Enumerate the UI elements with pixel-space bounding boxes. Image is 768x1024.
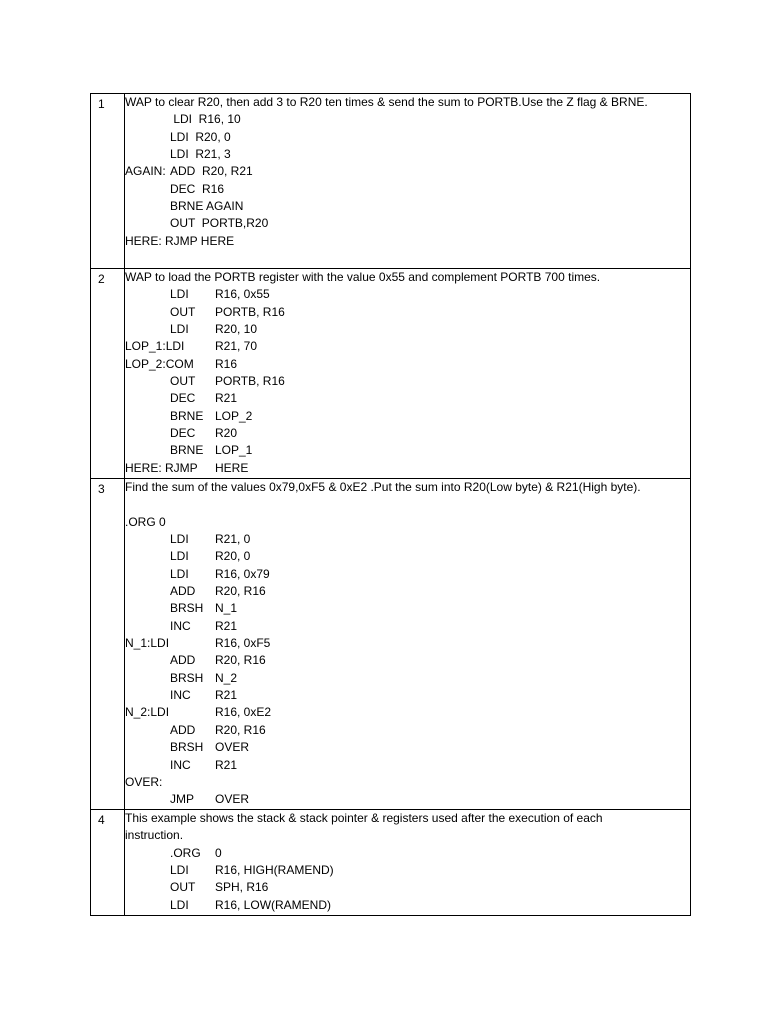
- line-operands: R21, 70: [215, 339, 258, 354]
- line-operands: R16, 0x79: [215, 566, 270, 581]
- line-opcode: DEC: [170, 391, 196, 406]
- code-line: [125, 390, 690, 407]
- line-operands: R16, HIGH(RAMEND): [215, 863, 334, 878]
- code-line: [125, 827, 690, 844]
- line-text: OVER:: [125, 774, 163, 789]
- line-opcode: LDI R21, 3: [170, 147, 231, 162]
- line-opcode: .ORG: [170, 845, 201, 860]
- line-label: N_2:LDI: [125, 705, 170, 720]
- code-line: [125, 548, 690, 565]
- line-opcode: BRSH: [170, 740, 204, 755]
- line-opcode: INC: [170, 618, 191, 633]
- line-operands: PORTB, R16: [215, 374, 285, 389]
- row-number-cell: [91, 269, 125, 479]
- line-opcode: LDI: [170, 532, 189, 547]
- code-line: [125, 757, 690, 774]
- row-number-cell: [91, 810, 125, 916]
- code-line: [125, 845, 690, 862]
- line-opcode: BRNE AGAIN: [170, 199, 244, 214]
- line-opcode: BRNE: [170, 443, 204, 458]
- code-line: [125, 635, 690, 652]
- line-operands: R16: [215, 356, 238, 371]
- code-line: [125, 442, 690, 459]
- line-operands: HERE: [215, 460, 249, 475]
- line-operands: R20, 0: [215, 549, 251, 564]
- line-opcode: LDI: [170, 287, 189, 302]
- line-operands: R20, 10: [215, 322, 258, 337]
- code-line: [125, 233, 690, 250]
- line-opcode: LDI: [170, 566, 189, 581]
- line-opcode: BRSH: [170, 670, 204, 685]
- line-operands: R16, 0x55: [215, 287, 270, 302]
- line-operands: R16, LOW(RAMEND): [215, 897, 332, 912]
- code-line: [125, 704, 690, 721]
- code-line: [125, 514, 690, 531]
- code-cell: [125, 269, 691, 479]
- code-line: [125, 356, 690, 373]
- line-operands: OVER: [215, 740, 250, 755]
- line-text: WAP to load the PORTB register with the value 0x55 and complement PORTB 700 times.: [125, 270, 601, 284]
- row-number-cell: [91, 479, 125, 810]
- code-line: [125, 791, 690, 808]
- code-cell: [125, 479, 691, 810]
- line-operands: LOP_1: [215, 443, 253, 458]
- line-operands: LOP_2: [215, 408, 253, 423]
- code-line: [125, 111, 690, 128]
- line-label: LOP_2:COM: [125, 356, 194, 371]
- code-line: [125, 373, 690, 390]
- code-line: [125, 146, 690, 163]
- code-line: [125, 670, 690, 687]
- line-opcode: LDI R16, 10: [170, 112, 241, 127]
- code-line: [125, 774, 690, 791]
- line-opcode: DEC R16: [170, 181, 225, 196]
- line-opcode: BRSH: [170, 601, 204, 616]
- line-text: .ORG 0: [125, 514, 166, 529]
- code-line: [125, 94, 690, 111]
- code-line: [125, 321, 690, 338]
- line-opcode: JMP: [170, 792, 194, 807]
- line-opcode: DEC: [170, 426, 196, 441]
- line-operands: R21: [215, 391, 238, 406]
- line-operands: SPH, R16: [215, 880, 269, 895]
- line-text: Find the sum of the values 0x79,0xF5 & 0xE2 .Put the sum into R20(Low byte) & R21(High byte).: [125, 480, 641, 494]
- line-opcode: ADD: [170, 584, 196, 599]
- line-opcode: ADD: [170, 653, 196, 668]
- code-line: [125, 425, 690, 442]
- code-cell: [125, 810, 691, 916]
- code-line: [125, 739, 690, 756]
- table-row: [91, 94, 691, 269]
- row-number: 1: [98, 97, 105, 111]
- examples-table: [90, 93, 691, 916]
- line-label: LOP_1:LDI: [125, 339, 185, 354]
- line-operands: R20, R16: [215, 653, 266, 668]
- code-line: [125, 862, 690, 879]
- line-label: N_1:LDI: [125, 636, 170, 651]
- line-operands: PORTB, R16: [215, 304, 285, 319]
- code-line: [125, 897, 690, 914]
- code-line: [125, 269, 690, 286]
- line-text: instruction.: [125, 828, 184, 843]
- line-operands: R20, R16: [215, 722, 266, 737]
- line-operands: R16, 0xF5: [215, 636, 271, 651]
- code-cell: [125, 94, 691, 269]
- code-line: [125, 338, 690, 355]
- line-operands: R21: [215, 618, 238, 633]
- code-line: [125, 181, 690, 198]
- line-operands: R20, R16: [215, 584, 266, 599]
- line-opcode: BRNE: [170, 408, 204, 423]
- code-line: [125, 304, 690, 321]
- code-line: [125, 722, 690, 739]
- code-line: [125, 286, 690, 303]
- code-line: [125, 129, 690, 146]
- code-line: [125, 198, 690, 215]
- line-operands: R21: [215, 688, 238, 703]
- line-opcode: LDI: [170, 322, 189, 337]
- line-opcode: ADD R20, R21: [170, 164, 253, 179]
- line-operands: 0: [215, 845, 222, 860]
- line-opcode: OUT PORTB,R20: [170, 216, 269, 231]
- line-operands: N_1: [215, 601, 238, 616]
- code-line: [125, 531, 690, 548]
- line-label: HERE: RJMP: [125, 460, 198, 475]
- code-line: [125, 215, 690, 232]
- line-text: HERE: RJMP HERE: [125, 233, 235, 248]
- line-opcode: OUT: [170, 880, 196, 895]
- code-line: [125, 408, 690, 425]
- line-operands: N_2: [215, 670, 238, 685]
- line-opcode: INC: [170, 757, 191, 772]
- line-label: AGAIN:: [125, 164, 166, 179]
- line-operands: R20: [215, 426, 238, 441]
- code-line: [125, 163, 690, 180]
- code-line: [125, 879, 690, 896]
- line-text: WAP to clear R20, then add 3 to R20 ten times & send the sum to PORTB.Use the Z flag & BRNE.: [125, 95, 648, 109]
- code-line: [125, 479, 690, 496]
- line-text: This example shows the stack & stack pointer & registers used after the execution of each: [125, 811, 603, 825]
- code-line: [125, 600, 690, 617]
- line-opcode: ADD: [170, 722, 196, 737]
- code-line: [125, 583, 690, 600]
- line-opcode: INC: [170, 688, 191, 703]
- table-row: [91, 269, 691, 479]
- line-opcode: LDI: [170, 863, 189, 878]
- code-line: [125, 687, 690, 704]
- line-opcode: OUT: [170, 374, 196, 389]
- line-opcode: LDI: [170, 897, 189, 912]
- table-row: [91, 479, 691, 810]
- code-line: [125, 566, 690, 583]
- code-line: [125, 618, 690, 635]
- code-line: [125, 496, 690, 513]
- row-number-cell: [91, 94, 125, 269]
- line-opcode: OUT: [170, 304, 196, 319]
- code-line: [125, 460, 690, 477]
- table-row: [91, 810, 691, 916]
- line-opcode: LDI R20, 0: [170, 129, 231, 144]
- line-operands: R16, 0xE2: [215, 705, 272, 720]
- code-line: [125, 652, 690, 669]
- line-operands: R21: [215, 757, 238, 772]
- row-number: 3: [98, 482, 105, 496]
- code-line: [125, 810, 690, 827]
- row-number: 2: [98, 272, 105, 286]
- line-operands: OVER: [215, 792, 250, 807]
- line-opcode: LDI: [170, 549, 189, 564]
- line-operands: R21, 0: [215, 532, 251, 547]
- row-number: 4: [98, 813, 105, 827]
